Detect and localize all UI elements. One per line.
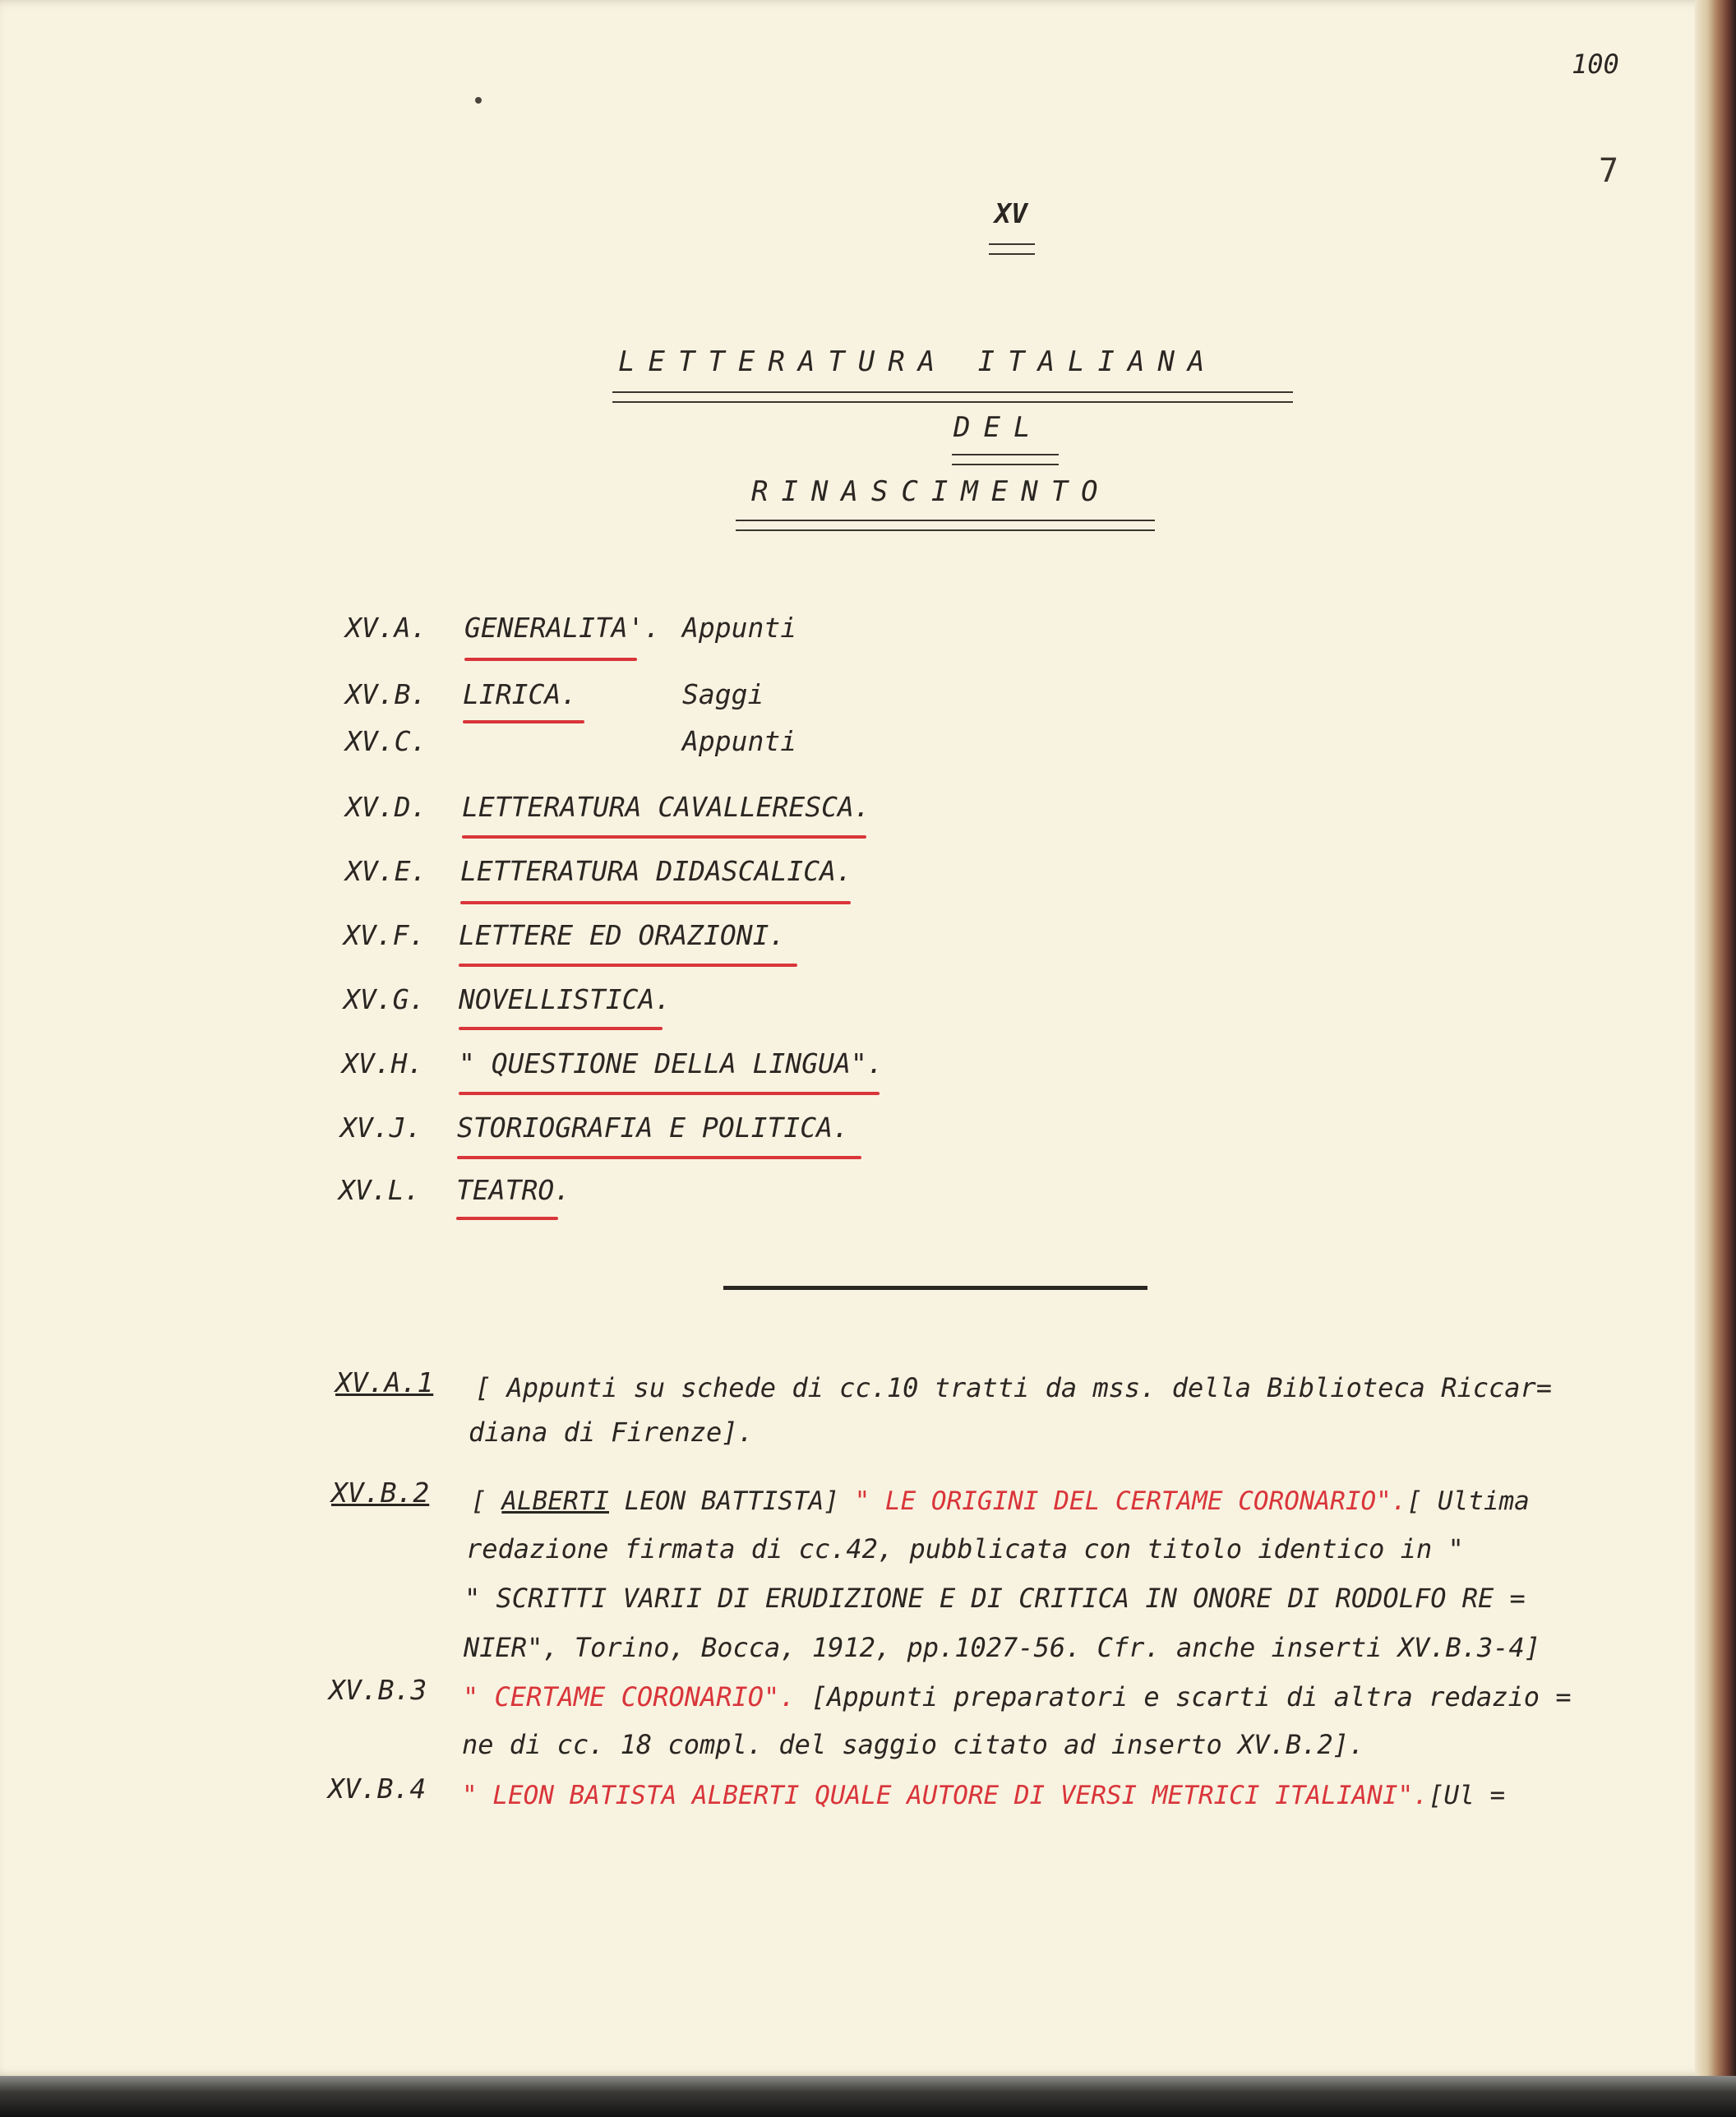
entry-line: [ Appunti su schede di cc.10 tratti da mss. della Biblioteca Riccar= <box>475 1372 1553 1403</box>
section-code: XV.J. <box>340 1112 422 1144</box>
author-rest: LEON BATTISTA] <box>608 1486 855 1516</box>
entry-code: XV.B.4 <box>328 1773 427 1805</box>
entry-code: XV.B.3 <box>329 1674 427 1706</box>
heading-line3: RINASCIMENTO <box>751 475 1111 508</box>
section-title: TEATRO. <box>456 1174 571 1206</box>
section-title: LETTERE ED ORAZIONI. <box>459 919 786 951</box>
entry-tail: [Appunti preparatori e scarti di altra redazio = <box>795 1681 1572 1713</box>
section-title: GENERALITA'. <box>464 612 661 644</box>
section-title: LETTERATURA CAVALLERESCA. <box>462 791 870 823</box>
section-code: XV.C. <box>345 725 427 757</box>
page-edge <box>1695 0 1736 2117</box>
section-code: XV.E. <box>345 855 427 887</box>
section-code: XV.H. <box>342 1047 424 1079</box>
entry-code: XV.B.2 <box>331 1477 430 1509</box>
entry-line: " SCRITTI VARII DI ERUDIZIONE E DI CRITICA IN ONORE DI RODOLFO RE = <box>464 1583 1526 1614</box>
section-code: XV.B. <box>345 678 427 710</box>
heading-line1-rule <box>612 391 1293 403</box>
entry-line <box>462 1779 1505 1812</box>
heading-line1: LETTERATURA ITALIANA <box>618 345 1218 378</box>
entry-title: " LE ORIGINI DEL CERTAME CORONARIO". <box>854 1486 1407 1516</box>
section-underline <box>464 658 637 661</box>
entry-code: XV.A.1 <box>335 1366 434 1398</box>
section-note: Saggi <box>682 678 764 710</box>
entry-line: ne di cc. 18 compl. del saggio citato ad inserto XV.B.2]. <box>462 1729 1365 1760</box>
section-underline <box>463 720 584 723</box>
entry-line: NIER", Torino, Bocca, 1912, pp.1027-56. Cfr. anche inserti XV.B.3-4] <box>464 1632 1541 1663</box>
ink-dot <box>475 97 482 104</box>
section-underline <box>459 1027 663 1030</box>
section-note: Appunti <box>682 612 797 644</box>
heading-line2-rule <box>952 454 1059 465</box>
section-code: XV.A. <box>345 612 427 644</box>
section-underline <box>459 964 797 967</box>
heading-roman-rule <box>989 243 1035 255</box>
section-code: XV.F. <box>344 919 426 951</box>
heading-roman: XV <box>995 197 1027 229</box>
section-note: Appunti <box>682 725 797 757</box>
section-title: LIRICA. <box>463 678 578 710</box>
author-surname: ALBERTI <box>501 1486 609 1516</box>
scan-bottom-band <box>0 2076 1736 2117</box>
entry-tail: [ Ultima <box>1406 1486 1530 1516</box>
entry-tail: [Ul = <box>1428 1781 1506 1810</box>
corner-mark: 7 <box>1599 152 1619 190</box>
section-code: XV.L. <box>339 1174 421 1206</box>
section-code: XV.D. <box>345 791 427 823</box>
section-underline <box>462 835 866 839</box>
heading-line3-rule <box>736 520 1155 531</box>
section-code: XV.G. <box>344 983 426 1015</box>
entry-title: " LEON BATISTA ALBERTI QUALE AUTORE DI VERSI METRICI ITALIANI". <box>462 1781 1429 1810</box>
heading-line2: DEL <box>953 411 1044 444</box>
entry-line <box>463 1680 1572 1713</box>
entry-line <box>471 1485 1530 1518</box>
section-underline <box>456 1217 558 1220</box>
entry-line: diana di Firenze]. <box>469 1417 754 1448</box>
section-title: LETTERATURA DIDASCALICA. <box>460 855 852 887</box>
entry-line: redazione firmata di cc.42, pubblicata con titolo identico in " <box>466 1533 1464 1565</box>
entry-title: " CERTAME CORONARIO". <box>463 1681 796 1713</box>
section-separator <box>723 1286 1147 1290</box>
section-title: NOVELLISTICA. <box>459 983 672 1015</box>
page-number: 100 <box>1572 49 1619 80</box>
section-title: " QUESTIONE DELLA LINGUA". <box>459 1047 884 1079</box>
bracket-open: [ <box>471 1486 502 1516</box>
section-underline <box>457 1156 861 1159</box>
section-underline <box>459 1092 880 1095</box>
section-underline <box>460 901 851 904</box>
section-title: STORIOGRAFIA E POLITICA. <box>457 1112 849 1144</box>
